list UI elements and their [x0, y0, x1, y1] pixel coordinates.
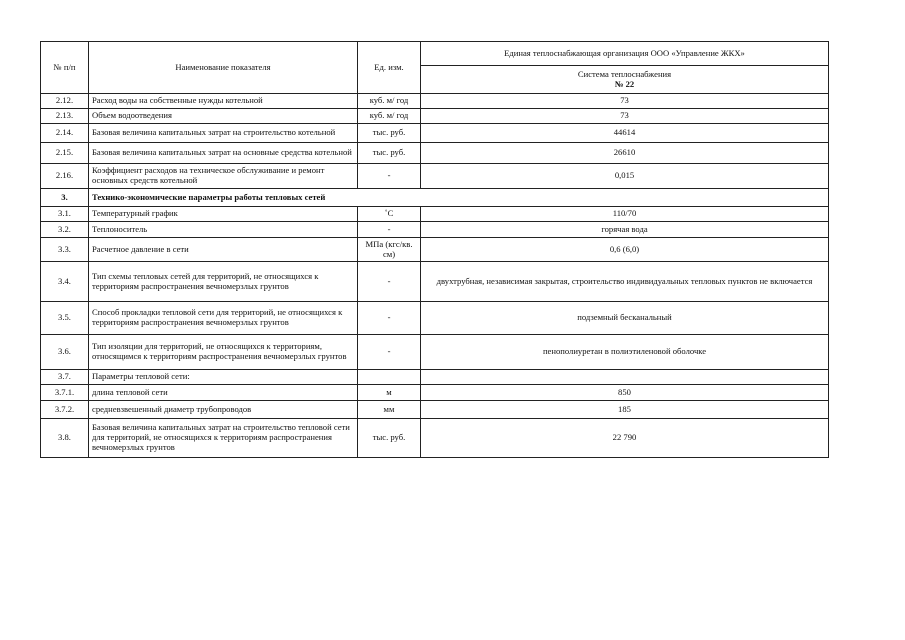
row-number: 3.7.2. — [41, 401, 89, 419]
row-value: 22 790 — [421, 419, 829, 458]
section-row — [41, 189, 829, 207]
row-unit: куб. м/ год — [358, 94, 421, 109]
row-value: 0,6 (6,0) — [421, 238, 829, 262]
row-value: 0,015 — [421, 164, 829, 189]
table-row — [41, 238, 829, 262]
row-unit: мм — [358, 401, 421, 419]
row-unit: МПа (кгс/кв. см) — [358, 238, 421, 262]
row-unit: тыс. руб. — [358, 124, 421, 143]
row-value: горячая вода — [421, 222, 829, 238]
table-row — [41, 124, 829, 143]
row-number: 2.16. — [41, 164, 89, 189]
row-indicator-name: средневзвешенный диаметр трубопроводов — [89, 401, 358, 419]
row-unit: - — [358, 164, 421, 189]
table-row — [41, 419, 829, 458]
indicators-table — [40, 41, 829, 458]
row-number: 3.3. — [41, 238, 89, 262]
row-indicator-name: Базовая величина капитальных затрат на строительство котельной — [89, 124, 358, 143]
table-row — [41, 222, 829, 238]
row-value: 26610 — [421, 143, 829, 164]
row-value: 185 — [421, 401, 829, 419]
header-system-label: Система теплоснабжения — [577, 68, 672, 79]
row-number: 3.1. — [41, 207, 89, 222]
row-indicator-name: Базовая величина капитальных затрат на строительство тепловой сети для территорий, не относящихся к территориям распространения вечномерзлых грунтов — [89, 419, 358, 458]
row-indicator-name: Базовая величина капитальных затрат на основные средства котельной — [89, 143, 358, 164]
row-value: 73 — [421, 109, 829, 124]
header-col-unit: Ед. изм. — [358, 42, 421, 94]
row-unit: ˚С — [358, 207, 421, 222]
row-unit: - — [358, 262, 421, 302]
table-row — [41, 262, 829, 302]
row-indicator-name: Температурный график — [89, 207, 358, 222]
row-unit: м — [358, 385, 421, 401]
row-indicator-name: Объем водоотведения — [89, 109, 358, 124]
header-row — [41, 42, 829, 66]
row-value — [421, 370, 829, 385]
row-number: 3.7. — [41, 370, 89, 385]
row-indicator-name: Тип схемы тепловых сетей для территорий, не относящихся к территориям распространения вечномерзлых грунтов — [89, 262, 358, 302]
row-value: 73 — [421, 94, 829, 109]
row-value: 850 — [421, 385, 829, 401]
row-unit: тыс. руб. — [358, 143, 421, 164]
table-row — [41, 302, 829, 335]
row-value: подземный бесканальный — [421, 302, 829, 335]
row-number: 2.13. — [41, 109, 89, 124]
row-number: 3.4. — [41, 262, 89, 302]
section-title: Технико-экономические параметры работы тепловых сетей — [89, 189, 829, 207]
row-indicator-name: Расчетное давление в сети — [89, 238, 358, 262]
row-indicator-name: Коэффициент расходов на техническое обслуживание и ремонт основных средств котельной — [89, 164, 358, 189]
row-number: 3. — [41, 189, 89, 207]
row-unit: тыс. руб. — [358, 419, 421, 458]
header-col-name: Наименование показателя — [89, 42, 358, 94]
row-unit: - — [358, 335, 421, 370]
row-value: пенополиуретан в полиэтиленовой оболочке — [421, 335, 829, 370]
row-indicator-name: Теплоноситель — [89, 222, 358, 238]
row-number: 2.15. — [41, 143, 89, 164]
header-system-number: № 22 — [614, 78, 635, 89]
table-row — [41, 164, 829, 189]
row-indicator-name: Расход воды на собственные нужды котельной — [89, 94, 358, 109]
row-number: 3.5. — [41, 302, 89, 335]
row-unit — [358, 370, 421, 385]
table-row — [41, 335, 829, 370]
table-row — [41, 370, 829, 385]
row-value: 44614 — [421, 124, 829, 143]
row-indicator-name: длина тепловой сети — [89, 385, 358, 401]
row-number: 3.2. — [41, 222, 89, 238]
row-number: 2.12. — [41, 94, 89, 109]
header-org: Единая теплоснабжающая организация ООО «Управление ЖКХ» — [421, 42, 829, 66]
row-indicator-name: Тип изоляции для территорий, не относящихся к территориям, относящимся к территориям распространения вечномерзлых грунтов — [89, 335, 358, 370]
table-row — [41, 385, 829, 401]
table-row — [41, 94, 829, 109]
table-row — [41, 401, 829, 419]
row-unit: - — [358, 222, 421, 238]
table-row — [41, 143, 829, 164]
row-indicator-name: Параметры тепловой сети: — [89, 370, 358, 385]
row-number: 3.6. — [41, 335, 89, 370]
row-indicator-name: Способ прокладки тепловой сети для территорий, не относящихся к территориям распространения вечномерзлых грунтов — [89, 302, 358, 335]
table-row — [41, 207, 829, 222]
header-system — [421, 66, 829, 94]
row-number: 3.7.1. — [41, 385, 89, 401]
row-value: 110/70 — [421, 207, 829, 222]
header-col-num: № п/п — [41, 42, 89, 94]
row-number: 3.8. — [41, 419, 89, 458]
table-row — [41, 109, 829, 124]
row-unit: куб. м/ год — [358, 109, 421, 124]
row-number: 2.14. — [41, 124, 89, 143]
row-value: двухтрубная, независимая закрытая, строительство индивидуальных тепловых пунктов не включается — [421, 262, 829, 302]
row-unit: - — [358, 302, 421, 335]
